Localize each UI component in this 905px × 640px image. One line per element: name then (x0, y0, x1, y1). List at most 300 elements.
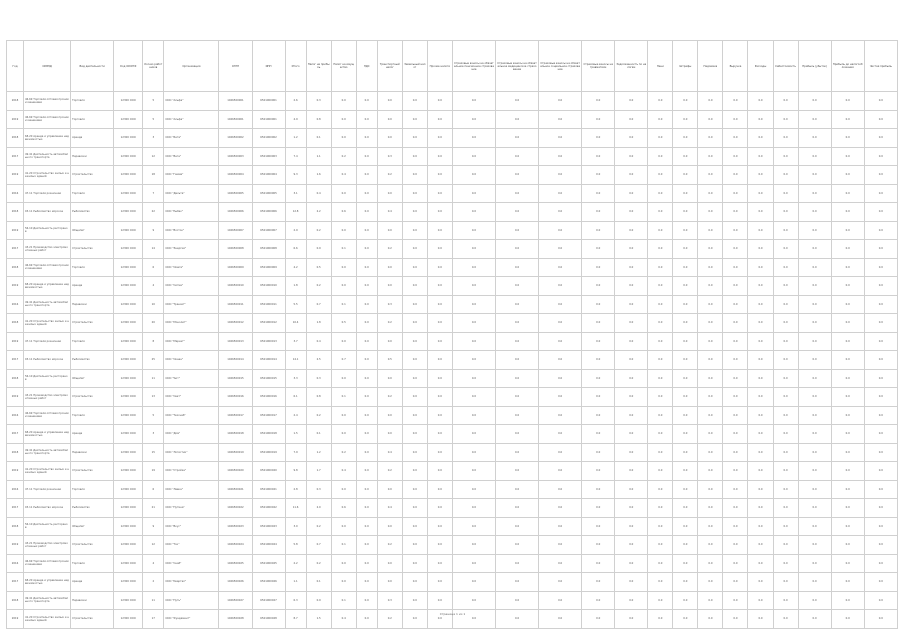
table-cell: 0.0 (495, 351, 538, 370)
table-row (7, 499, 898, 518)
table-cell: 0.0 (773, 129, 798, 148)
table-cell: 68.20 Аренда и управление недвижимостью (24, 573, 71, 592)
table-cell: 0.0 (377, 573, 402, 592)
table-cell: Перевозки (71, 443, 114, 462)
table-cell: ООО "Техснаб" (164, 406, 219, 425)
table-cell: 0.0 (864, 92, 897, 111)
table-cell: 1026500015 (219, 369, 252, 388)
table-cell: 0.0 (402, 480, 427, 499)
table-cell: 0.0 (864, 573, 897, 592)
table-cell: 1.5 (306, 610, 331, 629)
table-cell: 0.0 (615, 240, 648, 259)
table-cell: ООО "Альфа" (164, 110, 219, 129)
table-cell: 0.0 (427, 314, 452, 333)
table-cell: 0.0 (698, 554, 723, 573)
table-cell: 0.0 (452, 166, 495, 185)
table-cell: 6501000001 (252, 92, 285, 111)
column-header: Вид деятельности (71, 41, 114, 92)
table-cell: 0.0 (452, 277, 495, 296)
table-cell: 0.0 (723, 369, 748, 388)
table-cell: 0.0 (495, 166, 538, 185)
table-cell: 0.0 (427, 203, 452, 222)
table-cell: 0.0 (831, 499, 864, 518)
table-cell: 0.2 (377, 166, 402, 185)
table-cell: 0.0 (427, 184, 452, 203)
table-cell: 0.0 (698, 110, 723, 129)
table-cell: 0.0 (539, 536, 582, 555)
table-cell: 0.0 (539, 610, 582, 629)
table-cell: 0.0 (539, 258, 582, 277)
table-cell: 0.0 (831, 221, 864, 240)
table-cell: Аренда (71, 425, 114, 444)
table-cell: 0.0 (615, 203, 648, 222)
table-cell: 41.20 Строительство жилых и нежилых зданий (24, 610, 71, 629)
table-cell: 13 (143, 388, 164, 407)
table-cell: 0.1 (306, 425, 331, 444)
table-cell: 0.0 (723, 406, 748, 425)
table-cell: 0.0 (427, 610, 452, 629)
table-cell: 1026500017 (219, 406, 252, 425)
column-header: Год (7, 41, 24, 92)
table-cell: 12.8 (285, 203, 306, 222)
table-cell: 0.0 (673, 369, 698, 388)
table-cell: 0.0 (356, 499, 377, 518)
table-cell: 0.0 (723, 92, 748, 111)
table-cell: 1026500021 (219, 480, 252, 499)
table-cell: 0.0 (798, 203, 831, 222)
table-cell: 46.69 Торговля оптовая прочими машинами (24, 92, 71, 111)
table-cell: 49.41 Деятельность автомобильного транспорта (24, 295, 71, 314)
table-cell: 0.0 (831, 406, 864, 425)
table-cell: 0.0 (864, 443, 897, 462)
table-cell: 41.20 Строительство жилых и нежилых зданий (24, 462, 71, 481)
column-header: Страховые взносы на обязательное пенсионное страхование (452, 41, 495, 92)
table-cell: 0.0 (864, 295, 897, 314)
table-cell: 12300 ООО (114, 573, 143, 592)
table-cell: 0.0 (864, 388, 897, 407)
table-cell: 0.0 (539, 110, 582, 129)
table-cell: 0.0 (831, 480, 864, 499)
table-cell: 6501000027 (252, 591, 285, 610)
table-cell: 6501000009 (252, 258, 285, 277)
table-row (7, 277, 898, 296)
table-cell: 0.0 (673, 92, 698, 111)
table-row (7, 369, 898, 388)
table-cell: 0.0 (452, 129, 495, 148)
table-cell: 0.0 (673, 277, 698, 296)
table-cell: 0.0 (582, 332, 615, 351)
table-cell: 0.0 (582, 166, 615, 185)
table-cell: 0.2 (377, 240, 402, 259)
table-cell: 0.0 (773, 240, 798, 259)
table-cell: 0.0 (798, 462, 831, 481)
table-cell: 2016 (7, 184, 24, 203)
table-cell: 0.0 (648, 221, 673, 240)
table-cell: 0.0 (356, 517, 377, 536)
table-cell: 0.0 (495, 388, 538, 407)
table-cell: 0.0 (773, 536, 798, 555)
table-cell: 0.0 (723, 129, 748, 148)
table-cell: 6501000016 (252, 388, 285, 407)
table-cell: 0.0 (377, 129, 402, 148)
table-cell: 0.0 (648, 295, 673, 314)
table-cell: 0.0 (331, 573, 356, 592)
table-cell: 0.0 (331, 554, 356, 573)
table-cell: ООО "Монолит" (164, 314, 219, 333)
table-cell: 1026500007 (219, 221, 252, 240)
table-cell: 0.0 (331, 110, 356, 129)
table-cell: 46.69 Торговля оптовая прочими машинами (24, 110, 71, 129)
table-cell: 12300 ООО (114, 332, 143, 351)
table-cell: 0.0 (331, 184, 356, 203)
table-cell: 6501000011 (252, 295, 285, 314)
table-cell: 0.0 (723, 295, 748, 314)
table-cell: 12300 ООО (114, 517, 143, 536)
table-cell: 0.0 (539, 573, 582, 592)
table-cell: 0.0 (331, 92, 356, 111)
table-cell: 0.0 (698, 443, 723, 462)
table-cell: 41.20 Строительство жилых и нежилых зданий (24, 314, 71, 333)
table-cell: 0.0 (356, 129, 377, 148)
table-cell: 0.0 (773, 110, 798, 129)
table-cell: 12300 ООО (114, 388, 143, 407)
table-cell: 0.0 (723, 554, 748, 573)
table-row (7, 147, 898, 166)
table-cell: 0.0 (615, 221, 648, 240)
table-cell: 8 (143, 332, 164, 351)
table-cell: 0.0 (773, 480, 798, 499)
table-cell: 0.2 (377, 462, 402, 481)
table-cell: 0.0 (864, 480, 897, 499)
table-cell: 12300 ООО (114, 203, 143, 222)
table-row (7, 110, 898, 129)
table-cell: 0.0 (773, 277, 798, 296)
table-cell: 03.11 Рыболовство морское (24, 203, 71, 222)
table-cell: 56.10 Деятельность ресторанов (24, 221, 71, 240)
table-cell: ООО "Фундамент" (164, 610, 219, 629)
table-cell: 0.0 (831, 314, 864, 333)
table-cell: 0.0 (427, 425, 452, 444)
table-cell: ООО "Транзит" (164, 295, 219, 314)
table-cell: 0.0 (648, 110, 673, 129)
table-cell: 1026500004 (219, 166, 252, 185)
table-cell: 0.0 (615, 573, 648, 592)
table-cell: 0.0 (773, 554, 798, 573)
table-cell: 0.0 (539, 314, 582, 333)
table-cell: 0.0 (402, 110, 427, 129)
table-cell: 0.2 (377, 388, 402, 407)
table-cell: 12300 ООО (114, 110, 143, 129)
table-cell: 0.0 (773, 388, 798, 407)
table-cell: 0.5 (331, 314, 356, 333)
table-cell: 0.2 (306, 517, 331, 536)
table-cell: 0.0 (673, 166, 698, 185)
column-header: Страховые взносы на обязательное медицинское страхование (495, 41, 538, 92)
table-cell: 7 (143, 184, 164, 203)
table-cell: 0.0 (452, 203, 495, 222)
table-cell: 0.0 (773, 443, 798, 462)
table-cell: 6501000010 (252, 277, 285, 296)
table-cell: Рыболовство (71, 499, 114, 518)
table-cell: 0.0 (748, 203, 773, 222)
table-cell: 0.0 (831, 147, 864, 166)
table-cell: 0.0 (864, 406, 897, 425)
column-header: Чистая прибыль (864, 41, 897, 92)
table-cell: 0.0 (452, 554, 495, 573)
column-header: Задолженность по налогам (615, 41, 648, 92)
table-cell: 47.11 Торговля розничная (24, 184, 71, 203)
table-cell: 0.0 (615, 554, 648, 573)
table-cell: 0.0 (798, 240, 831, 259)
table-cell: 0.3 (377, 591, 402, 610)
table-cell: 0.0 (356, 425, 377, 444)
table-cell: ООО "Вега" (164, 147, 219, 166)
table-cell: 0.0 (723, 480, 748, 499)
table-cell: 0.0 (698, 536, 723, 555)
table-cell: 0.0 (615, 92, 648, 111)
table-cell: 6501000025 (252, 554, 285, 573)
table-cell: 0.0 (773, 314, 798, 333)
table-cell: 0.0 (452, 258, 495, 277)
table-cell: 0.0 (798, 92, 831, 111)
table-cell: 0.0 (748, 573, 773, 592)
table-cell: 0.0 (539, 184, 582, 203)
table-cell: 0.0 (864, 240, 897, 259)
table-row (7, 388, 898, 407)
table-cell: 22 (143, 203, 164, 222)
column-header: Недоимка (698, 41, 723, 92)
table-cell: 0.0 (495, 573, 538, 592)
table-cell: 0.0 (427, 295, 452, 314)
table-cell: 0.0 (402, 425, 427, 444)
table-cell: 0.0 (864, 351, 897, 370)
table-cell: 1026500025 (219, 554, 252, 573)
table-cell: 3.7 (285, 332, 306, 351)
table-cell: ООО "Снаб" (164, 554, 219, 573)
table-cell: 0.0 (331, 277, 356, 296)
table-cell: 0.0 (864, 610, 897, 629)
table-cell: 2017 (7, 425, 24, 444)
table-cell: 6501000008 (252, 240, 285, 259)
column-header: Кол-во работников (143, 41, 164, 92)
table-cell: 18 (143, 166, 164, 185)
table-cell: 0.0 (698, 388, 723, 407)
table-cell: 4.2 (285, 258, 306, 277)
table-cell: 10 (143, 295, 164, 314)
table-cell: Строительство (71, 388, 114, 407)
table-cell: 3.0 (285, 517, 306, 536)
table-cell: 12300 ООО (114, 258, 143, 277)
table-cell: 0.0 (331, 258, 356, 277)
table-cell: 12300 ООО (114, 610, 143, 629)
table-cell: 11.6 (285, 499, 306, 518)
table-cell: 0.0 (748, 110, 773, 129)
table-cell: 0.0 (427, 388, 452, 407)
table-cell: 0.0 (427, 573, 452, 592)
table-cell: 0.0 (673, 314, 698, 333)
table-cell: 0.0 (723, 536, 748, 555)
table-cell: 12300 ООО (114, 425, 143, 444)
table-cell: 1026500023 (219, 517, 252, 536)
table-cell: 0.0 (698, 129, 723, 148)
table-cell: 47.11 Торговля розничная (24, 332, 71, 351)
table-cell: 0.0 (356, 406, 377, 425)
table-cell: 0.0 (495, 443, 538, 462)
table-cell: 0.0 (452, 499, 495, 518)
table-cell: 0.0 (748, 295, 773, 314)
table-cell: Строительство (71, 610, 114, 629)
table-cell: 0.0 (723, 388, 748, 407)
table-cell: 0.0 (356, 573, 377, 592)
table-cell: 0.0 (356, 277, 377, 296)
table-cell: 0.0 (673, 480, 698, 499)
table-cell: 6501000019 (252, 443, 285, 462)
column-header: Налог на прибыль (306, 41, 331, 92)
table-cell: 0.0 (356, 258, 377, 277)
table-cell: 1026500002 (219, 129, 252, 148)
table-cell: 0.0 (452, 92, 495, 111)
table-cell: 0.0 (673, 499, 698, 518)
table-cell: 0.0 (615, 406, 648, 425)
table-cell: ООО "Вкус" (164, 517, 219, 536)
table-cell: 0.0 (723, 110, 748, 129)
table-cell: 0.0 (539, 480, 582, 499)
table-cell: 0.0 (582, 536, 615, 555)
table-cell: 0.0 (698, 369, 723, 388)
table-cell: 0.0 (773, 499, 798, 518)
table-cell: 19 (143, 462, 164, 481)
table-cell: 2016 (7, 480, 24, 499)
table-cell: 3 (143, 425, 164, 444)
table-cell: 1026500011 (219, 295, 252, 314)
table-cell: 11 (143, 369, 164, 388)
table-cell: 0.0 (798, 480, 831, 499)
table-cell: 0.0 (723, 462, 748, 481)
table-cell: 2018 (7, 129, 24, 148)
table-cell: 0.0 (648, 462, 673, 481)
table-cell: 7.9 (285, 443, 306, 462)
table-cell: 0.0 (582, 610, 615, 629)
table-cell: 0.0 (723, 591, 748, 610)
table-cell: 0.0 (673, 258, 698, 277)
table-cell: 1026500008 (219, 240, 252, 259)
table-row (7, 425, 898, 444)
table-cell: 0.0 (356, 536, 377, 555)
table-cell: 0.0 (648, 610, 673, 629)
table-cell: 2018 (7, 591, 24, 610)
table-row (7, 591, 898, 610)
table-cell: 46.69 Торговля оптовая прочими машинами (24, 406, 71, 425)
table-cell: 0.0 (748, 536, 773, 555)
table-cell: 0.0 (582, 591, 615, 610)
table-cell: 12300 ООО (114, 554, 143, 573)
column-header: Страховые взносы на обязательное социальное страхование (539, 41, 582, 92)
table-cell: 0.0 (698, 351, 723, 370)
table-cell: 6 (143, 480, 164, 499)
table-cell: 0.4 (306, 184, 331, 203)
column-header: НДС (356, 41, 377, 92)
table-cell: 0.0 (427, 480, 452, 499)
table-cell: 0.0 (539, 332, 582, 351)
table-cell: 2019 (7, 221, 24, 240)
table-cell: 2017 (7, 147, 24, 166)
table-cell: 0.0 (539, 554, 582, 573)
table-cell: 11 (143, 591, 164, 610)
table-cell: 0.0 (723, 610, 748, 629)
table-cell: 0.0 (864, 184, 897, 203)
table-cell: 0.0 (773, 295, 798, 314)
table-cell: 0.0 (748, 369, 773, 388)
table-cell: 0.2 (331, 443, 356, 462)
table-cell: 2.6 (285, 92, 306, 111)
table-cell: 0.0 (864, 591, 897, 610)
table-cell: 0.0 (831, 536, 864, 555)
table-cell: 2018 (7, 203, 24, 222)
column-header: ОГРН (219, 41, 252, 92)
table-cell: 0.0 (402, 240, 427, 259)
table-cell: 0.0 (377, 332, 402, 351)
table-cell: 0.1 (331, 295, 356, 314)
table-cell: 0.0 (356, 388, 377, 407)
table-cell: 0.0 (864, 332, 897, 351)
table-cell: 7.4 (285, 147, 306, 166)
table-cell: 0.0 (402, 314, 427, 333)
table-cell: 0.0 (582, 462, 615, 481)
table-cell: 0.0 (615, 129, 648, 148)
table-cell: 03.11 Рыболовство морское (24, 499, 71, 518)
table-cell: 0.0 (698, 406, 723, 425)
table-cell: 2016 (7, 295, 24, 314)
table-cell: 6501000004 (252, 166, 285, 185)
table-cell: 1026500009 (219, 258, 252, 277)
table-cell: 0.0 (673, 147, 698, 166)
table-cell: 0.0 (582, 203, 615, 222)
table-cell: 0.0 (615, 277, 648, 296)
table-cell: 0.8 (306, 110, 331, 129)
table-cell: 0.0 (773, 517, 798, 536)
table-cell: 0.0 (427, 258, 452, 277)
table-cell: Торговля (71, 92, 114, 111)
table-cell: 0.3 (306, 369, 331, 388)
table-cell: Общепит (71, 369, 114, 388)
column-header: ОКВЭД (24, 41, 71, 92)
table-cell: 0.1 (331, 388, 356, 407)
table-cell: 0.0 (427, 332, 452, 351)
table-cell: 2016 (7, 554, 24, 573)
table-cell: 0.0 (673, 203, 698, 222)
table-row (7, 221, 898, 240)
table-cell: 0.0 (723, 332, 748, 351)
table-cell: 0.0 (615, 443, 648, 462)
table-cell: 12300 ООО (114, 240, 143, 259)
table-cell: 2017 (7, 351, 24, 370)
column-header: Прочие налоги (427, 41, 452, 92)
table-cell: 0.3 (377, 295, 402, 314)
table-cell: 0.0 (452, 517, 495, 536)
table-cell: 6501000023 (252, 517, 285, 536)
table-cell: 12300 ООО (114, 351, 143, 370)
table-cell: 0.0 (615, 536, 648, 555)
table-cell: 0.0 (773, 203, 798, 222)
table-cell: 0.0 (452, 295, 495, 314)
table-cell: 0.0 (831, 610, 864, 629)
table-cell: 0.0 (402, 462, 427, 481)
table-cell: 0.4 (306, 332, 331, 351)
table-cell: 0.0 (615, 517, 648, 536)
table-cell: 0.0 (648, 536, 673, 555)
table-cell: 1.7 (306, 462, 331, 481)
table-cell: 6.6 (285, 240, 306, 259)
